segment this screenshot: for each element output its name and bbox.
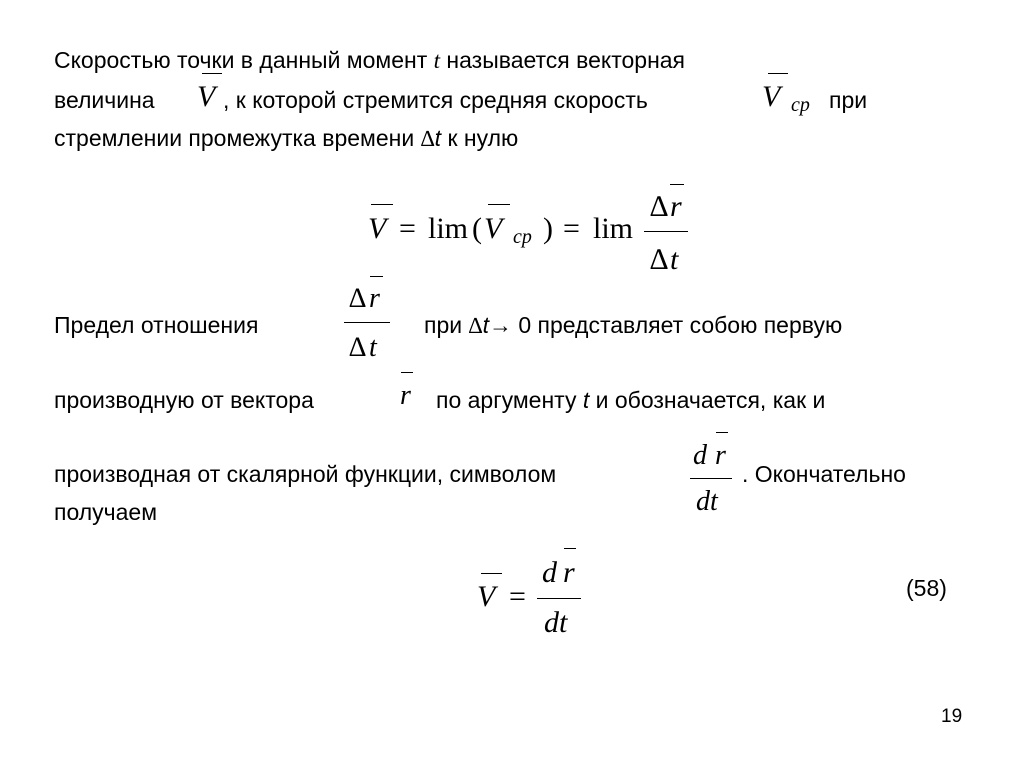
text-line-3: стремлении промежутка времени ∆t к нулю	[54, 125, 519, 151]
text-line-2b: , к которой стремится средняя скорость	[223, 87, 648, 113]
p4-fraction-bar	[690, 478, 732, 479]
text-line-2a: величина	[54, 87, 155, 113]
eq1-v: V	[368, 212, 387, 245]
eq1-fraction-bar	[644, 231, 688, 232]
text-line-2c: при	[829, 87, 868, 113]
stray-overline-1	[202, 73, 222, 74]
eq2-num-r: r	[563, 556, 575, 589]
text-line-4a: Предел отношения	[54, 312, 259, 338]
math-v-cp-inline: V	[762, 80, 781, 113]
p3-r: r	[400, 380, 411, 411]
eq1-den-t: t	[670, 243, 679, 276]
p2-fraction-bar	[344, 322, 390, 323]
text-line-7: получаем	[54, 499, 158, 525]
eq2-eq: =	[509, 580, 526, 613]
eq2-fraction-bar	[537, 598, 581, 599]
math-v-inline: V	[197, 80, 216, 113]
eq2-v: V	[477, 580, 496, 613]
eq1-den-delta: ∆	[650, 243, 669, 276]
p3-r-overline	[401, 372, 413, 373]
p2-num-r: r	[369, 283, 380, 314]
eq2-r-overline	[564, 548, 576, 549]
eq1-eq2: =	[563, 212, 580, 245]
eq2-num-d: d	[542, 556, 557, 589]
eq1-lparen: (	[472, 212, 482, 245]
p4-num-d: d	[693, 440, 707, 471]
eq1-cp-sub: cp	[513, 226, 532, 248]
text-line-5a: производную от вектора	[54, 387, 314, 413]
text-line-6a: производная от скалярной функции, символом	[54, 461, 557, 487]
p2-den-delta: ∆	[349, 332, 367, 363]
eq1-rparen: )	[543, 212, 553, 245]
eq1-vcp-overline	[488, 204, 510, 205]
text-line-5b: по аргументу t и обозначается, как и	[436, 387, 826, 413]
p2-num-delta: ∆	[349, 283, 367, 314]
eq2-v-overline	[481, 573, 502, 574]
text-line-6b: . Окончательно	[742, 461, 906, 487]
p2-r-overline	[370, 276, 383, 277]
text-line-4b: при ∆t→ 0 представляет собою первую	[424, 312, 843, 338]
math-cp-sub-inline: cp	[791, 94, 810, 116]
eq1-v2: V	[484, 212, 503, 245]
eq1-v-overline	[371, 204, 393, 205]
page-number: 19	[941, 706, 963, 727]
eq1-r-overline	[670, 184, 684, 185]
equation-number: (58)	[906, 575, 947, 601]
text-line-1: Скоростью точки в данный момент t называется векторная	[54, 47, 686, 73]
eq1-num-delta: ∆	[650, 190, 669, 223]
eq1-eq1: =	[399, 212, 416, 245]
p4-num-r: r	[715, 440, 726, 471]
p2-den-t: t	[369, 332, 377, 363]
eq1-num-r: r	[670, 190, 682, 223]
eq2-den-dt: dt	[544, 606, 568, 639]
p4-r-overline	[716, 432, 728, 433]
p4-den-dt: dt	[696, 486, 718, 517]
stray-overline-2	[768, 73, 788, 74]
eq1-lim2: lim	[593, 212, 634, 245]
eq1-lim1: lim	[428, 212, 469, 245]
